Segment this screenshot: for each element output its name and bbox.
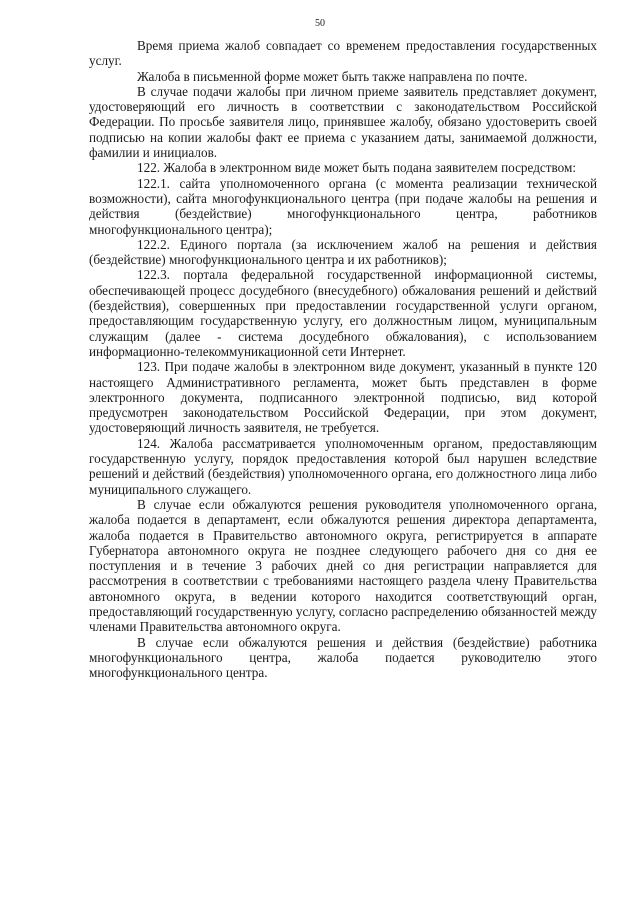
paragraph-postal-complaint: Жалоба в письменной форме может быть также направлена по почте. xyxy=(137,68,528,84)
paragraph-head-appeal: В случае если обжалуются решения руководителя уполномоченного органа, жалоба подается в департамент, если обжалуются решения директора департамента, жалоба подается в Правительство автономного округа, регистрируется в аппарате Губернатора автономного округа не позднее следующего рабочего дня со дня ее поступления и в течение 3 рабочих дней со дня регистрации направляется для рассмотрения в соответствии с требованиями настоящего раздела члену Правительства автономного округа, в ведении которого находится соответствующий орган, предоставляющий государственную услугу, согласно распределению обязанностей между членами Правительства автономного округа. xyxy=(89,496,597,635)
paragraph-123: 123. При подаче жалобы в электронном виде документ, указанный в пункте 120 настоящего Административного регламента, может быть представлен в форме электронного документа, подписанного электронной подписью, вид которой предусмотрен законодательством Российской Федерации, при этом документ, удостоверяющий личность заявителя, не требуется. xyxy=(89,359,597,436)
paragraph-mfc-appeal: В случае если обжалуются решения и действия (бездействие) работника многофункционального центра, жалоба подается руководителю этого многофункционального центра. xyxy=(89,634,597,681)
paragraph-122-1: 122.1. сайта уполномоченного органа (с момента реализации технической возможности), сайта многофункционального центра (при подаче жалобы на решения и действия (бездействие) многофункционального центра, работников многофункционального центра); xyxy=(89,175,597,237)
page-number: 50 xyxy=(315,18,325,29)
paragraph-personal-reception: В случае подачи жалобы при личном приеме заявитель представляет документ, удостоверяющий его личность в соответствии с законодательством Российской Федерации. По просьбе заявителя лицо, принявшее жалобу, обязано удостоверить своей подписью на копии жалобы факт ее приема с указанием даты, занимаемой должности, фамилии и инициалов. xyxy=(89,83,597,161)
paragraph-122: 122. Жалоба в электронном виде может быть подана заявителем посредством: xyxy=(137,160,577,176)
paragraph-124: 124. Жалоба рассматривается уполномоченным органом, предоставляющим государственную услугу, порядок предоставления которой был нарушен вследствие решений и действий (бездействия) уполномоченного органа, его должностного лица либо муниципального служащего. xyxy=(89,435,597,497)
paragraph-122-2: 122.2. Единого портала (за исключением жалоб на решения и действия (бездействие) многофункционального центра и их работников); xyxy=(89,236,597,268)
document-body xyxy=(89,38,597,680)
paragraph-complaint-time: Время приема жалоб совпадает со временем предоставления государственных услуг. xyxy=(89,38,597,69)
paragraph-122-3: 122.3. портала федеральной государственной информационной системы, обеспечивающей процесс досудебного (внесудебного) обжалования решений и действий (бездействия), совершенных при предоставлении государственной услуги органом, предоставляющим государственную услугу, его должностным лицом, муниципальным служащим (далее - система досудебного обжалования), с использованием информационно-телекоммуникационной сети Интернет. xyxy=(89,267,597,359)
